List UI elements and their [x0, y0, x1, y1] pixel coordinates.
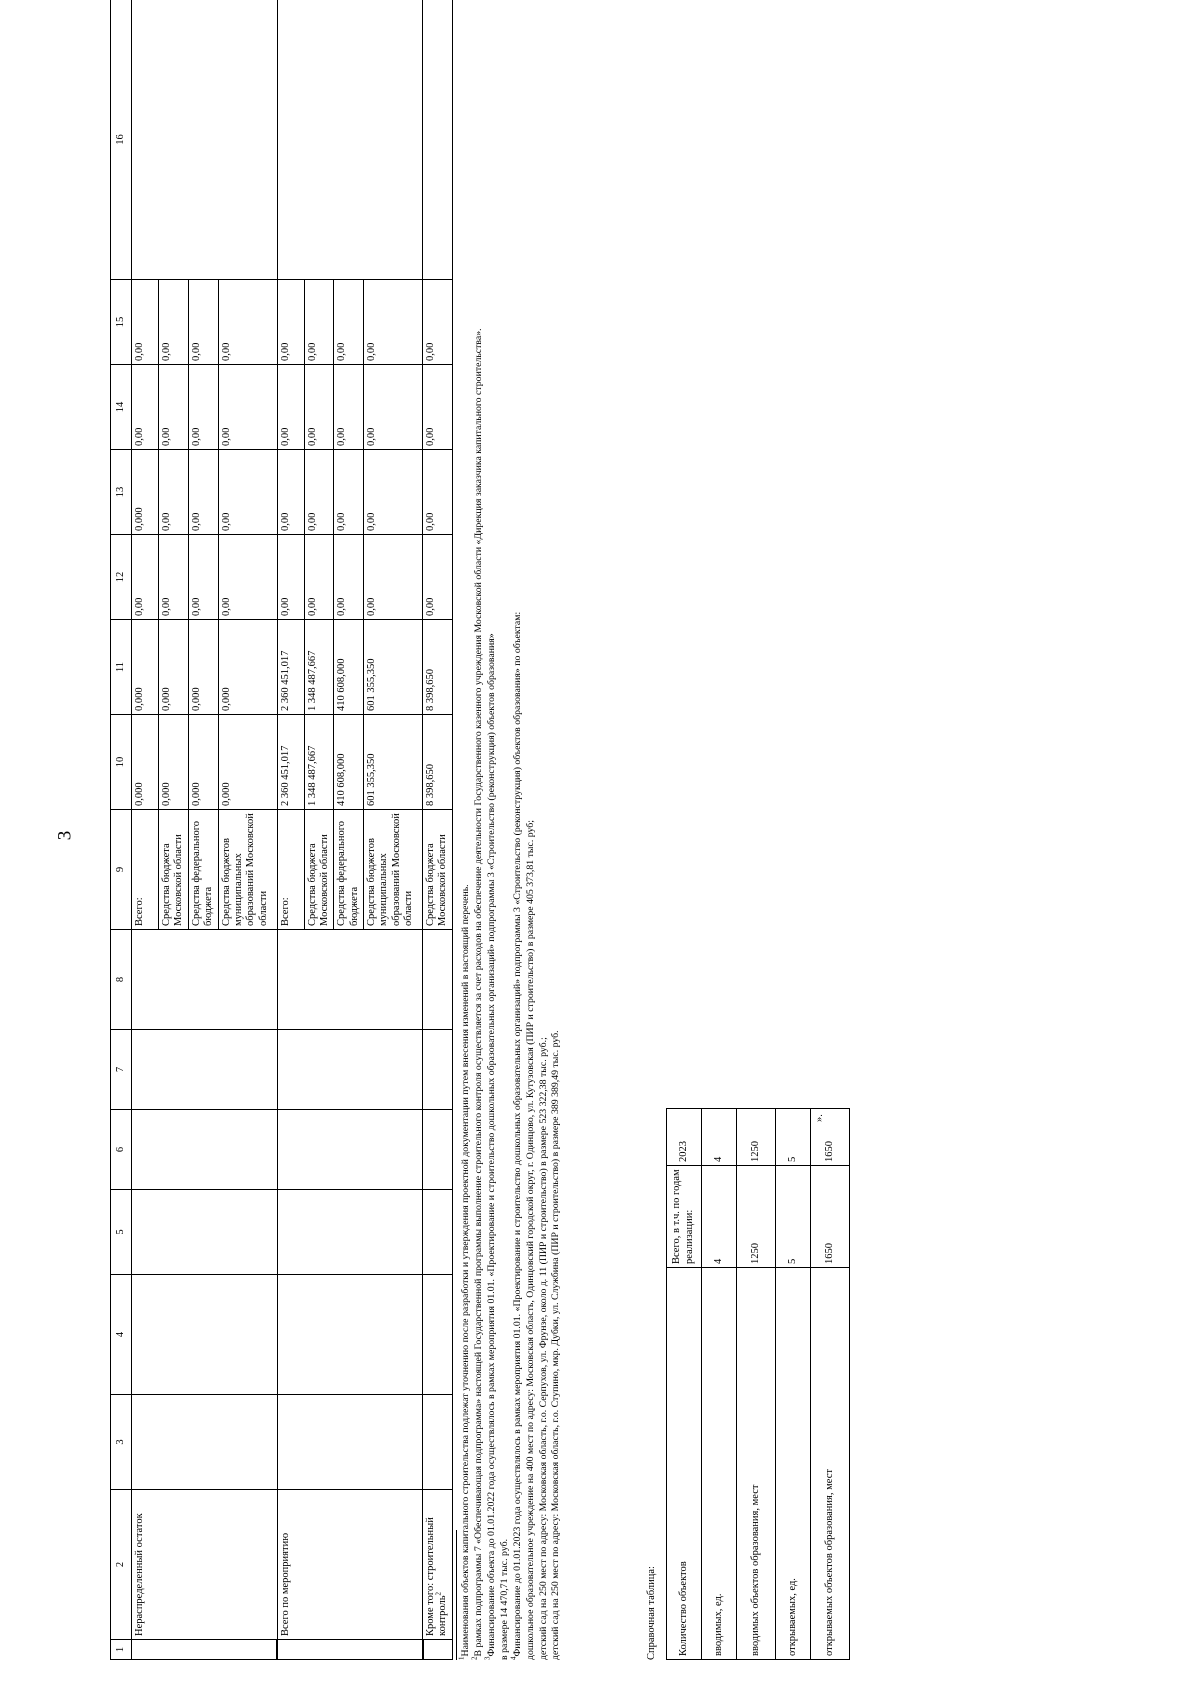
- funding-table: [110, 0, 453, 1660]
- footnote-number: 2: [470, 1656, 479, 1660]
- value-cell: 0,00: [364, 365, 423, 450]
- empty-cell: [277, 0, 423, 280]
- group-name-cell: [423, 1490, 453, 1640]
- value-cell: 410 608,000: [334, 620, 364, 715]
- group-name-cell: [277, 1490, 423, 1640]
- value-cell: 0,00: [159, 365, 189, 450]
- value-cell: 0,00: [364, 535, 423, 620]
- empty-cell: [132, 1190, 278, 1275]
- value-cell: 0,00: [334, 450, 364, 535]
- value-cell: 1 348 487,667: [304, 620, 334, 715]
- reference-cell: 5: [776, 1166, 811, 1268]
- funding-source-cell: Средства бюджета Московской области: [159, 810, 189, 930]
- funding-source-cell: Всего:: [277, 810, 304, 930]
- value-cell: 0,000: [159, 715, 189, 810]
- header-cell: 8: [111, 930, 132, 1030]
- footnote-text: детский сад на 250 мест по адресу: Московская область, г.о. Серпухов, ул. Фрунзе, около д. 11 (ПИР и строительство) в размере 523 322,38 тыс. руб.;: [537, 1037, 549, 1660]
- header-cell: 10: [111, 715, 132, 810]
- reference-header-cell: Всего, в т.ч. по годам реализации:: [667, 1166, 702, 1268]
- reference-cell: открываемых, ед.: [776, 1268, 811, 1660]
- value-cell: 0,00: [334, 280, 364, 365]
- footnote-line: [525, 260, 538, 1660]
- funding-source-cell: Средства федерального бюджета: [188, 810, 218, 930]
- header-row: [111, 0, 132, 1660]
- footnote-text: Финансирование объекта до 01.01.2022 года осуществлялось в рамках мероприятия 01.01. «Проектирование и строительство дошкольных образовательных организаций» подпрограммы 3 «Строительство (реконструкция) объектов образования»: [485, 633, 497, 1657]
- header-cell: 16: [111, 0, 132, 280]
- empty-cell: [132, 1275, 278, 1395]
- funding-source-cell: Средства федерального бюджета: [334, 810, 364, 930]
- funding-source-cell: Средства бюджетов муниципальных образований Московской области: [364, 810, 423, 930]
- empty-cell: [423, 1190, 453, 1275]
- header-cell: 12: [111, 535, 132, 620]
- reference-cell: 4: [702, 1109, 737, 1166]
- empty-cell: [423, 1395, 453, 1490]
- header-cell: 14: [111, 365, 132, 450]
- page-number: 3: [54, 830, 76, 841]
- footnote-line: [509, 260, 525, 1660]
- header-cell: 6: [111, 1110, 132, 1190]
- value-cell: 0,000: [159, 620, 189, 715]
- value-cell: 410 608,000: [334, 715, 364, 810]
- footnote-text: в размере 14 470,71 тыс. руб.: [498, 1538, 510, 1660]
- footnote-line: [499, 260, 512, 1660]
- footnote-number: 1: [457, 1656, 466, 1660]
- footnote-line: [538, 260, 551, 1660]
- value-cell: 0,00: [304, 365, 334, 450]
- value-cell: 0,00: [304, 280, 334, 365]
- header-cell: 5: [111, 1190, 132, 1275]
- reference-cell: 5: [776, 1109, 811, 1166]
- footnote-number: 3: [483, 1656, 492, 1660]
- value-cell: 2 360 451,017: [277, 620, 304, 715]
- value-cell: 0,00: [364, 280, 423, 365]
- group-name: Кроме того: строительный контроль: [425, 1517, 449, 1636]
- row-index-cell: [132, 1640, 278, 1660]
- group-name: Всего по мероприятию: [279, 1532, 291, 1636]
- empty-cell: [132, 930, 278, 1030]
- group-name: Нераспределенный остаток: [134, 1513, 145, 1636]
- value-cell: 0,000: [132, 450, 159, 535]
- footnote-text: В рамках подпрограммы 7 «Обеспечивающая подпрограмма» настоящей Государственной программы выполнение строительного контроля осуществляется за счет расходов на обеспечение деятельности Государственного казенного учреждения Московской области «Дирекция заказчика капитального строительства».: [472, 328, 484, 1657]
- value-cell: 0,00: [218, 365, 277, 450]
- value-cell: 0,00: [218, 535, 277, 620]
- header-cell: 13: [111, 450, 132, 535]
- value-cell: 0,00: [277, 450, 304, 535]
- footnote-separator: [456, 1530, 457, 1660]
- footnote-text: Наименования объектов капитального строительства подлежат уточнению после разработки и утверждения проектной документации путем внесения изменений в настоящий перечень.: [460, 884, 471, 1657]
- footnote-text: детский сад на 250 мест по адресу: Московская область, г.о. Ступино, мкр. Дубки, ул. Службина (ПИР и строительство) в размере 389 389,49 тыс. руб.: [550, 1030, 562, 1660]
- reference-header-row: [667, 1109, 702, 1660]
- empty-cell: [277, 1275, 423, 1395]
- empty-cell: [423, 1275, 453, 1395]
- landscape-sheet: [110, 100, 1110, 1660]
- value-cell: 0,00: [132, 535, 159, 620]
- group-name-cell: [132, 1490, 278, 1640]
- header-cell: 4: [111, 1275, 132, 1395]
- value-cell: 0,000: [218, 620, 277, 715]
- reference-cell: вводимых объектов образования, мест: [737, 1268, 776, 1660]
- empty-cell: [277, 930, 423, 1030]
- reference-cell: открываемых объектов образования, мест: [811, 1268, 850, 1660]
- empty-cell: [132, 0, 278, 280]
- header-cell: 9: [111, 810, 132, 930]
- reference-cell: 1650: [811, 1109, 850, 1166]
- funding-source-cell: Средства бюджета Московской области: [423, 810, 453, 930]
- value-cell: 0,00: [334, 535, 364, 620]
- footnote-line: [457, 260, 473, 1660]
- footnote-line: [470, 260, 486, 1660]
- footnote-number: 4: [509, 1656, 518, 1660]
- reference-header-cell: Количество объектов: [667, 1268, 702, 1660]
- value-cell: 0,00: [159, 280, 189, 365]
- value-cell: 0,00: [132, 280, 159, 365]
- empty-cell: [277, 1110, 423, 1190]
- value-cell: 0,00: [188, 365, 218, 450]
- empty-cell: [277, 1395, 423, 1490]
- value-cell: 601 355,350: [364, 715, 423, 810]
- row-index-cell: [423, 1640, 453, 1660]
- reference-table-title: Справочная таблица:: [646, 1566, 657, 1660]
- table-row: [277, 0, 304, 1660]
- empty-cell: [423, 1110, 453, 1190]
- footnote-line: [483, 260, 499, 1660]
- value-cell: 0,00: [423, 280, 453, 365]
- reference-cell: вводимых, ед.: [702, 1268, 737, 1660]
- value-cell: 0,000: [132, 620, 159, 715]
- empty-cell: [423, 930, 453, 1030]
- funding-source-cell: Всего:: [132, 810, 159, 930]
- table-row: [423, 0, 453, 1660]
- header-cell: 7: [111, 1030, 132, 1110]
- empty-cell: [132, 1395, 278, 1490]
- empty-cell: [423, 0, 453, 280]
- empty-cell: [423, 1030, 453, 1110]
- reference-cell: 1250: [737, 1109, 776, 1166]
- reference-cell: 1650: [811, 1166, 850, 1268]
- value-cell: 601 355,350: [364, 620, 423, 715]
- value-cell: 0,000: [132, 715, 159, 810]
- reference-header-cell: 2023: [667, 1109, 702, 1166]
- reference-row: [737, 1109, 776, 1660]
- value-cell: 0,00: [159, 450, 189, 535]
- table-row: [132, 0, 159, 1660]
- value-cell: 0,00: [218, 280, 277, 365]
- header-cell: 15: [111, 280, 132, 365]
- value-cell: 0,00: [277, 365, 304, 450]
- value-cell: 0,00: [304, 450, 334, 535]
- header-cell: 1: [111, 1640, 132, 1660]
- value-cell: 0,000: [188, 715, 218, 810]
- value-cell: 0,00: [304, 535, 334, 620]
- empty-cell: [132, 1030, 278, 1110]
- reference-row: [702, 1109, 737, 1660]
- closing-quote-mark: ».: [814, 1114, 825, 1122]
- header-cell: 11: [111, 620, 132, 715]
- value-cell: 0,000: [188, 620, 218, 715]
- footnote-ref: 2: [434, 1591, 443, 1596]
- value-cell: 0,00: [364, 450, 423, 535]
- value-cell: 2 360 451,017: [277, 715, 304, 810]
- empty-cell: [277, 1030, 423, 1110]
- value-cell: 1 348 487,667: [304, 715, 334, 810]
- reference-row: [811, 1109, 850, 1660]
- value-cell: 0,00: [423, 535, 453, 620]
- value-cell: 0,000: [218, 715, 277, 810]
- footnote-text: Финансирование до 01.01.2023 года осуществлялось в рамках мероприятия 01.01. «Проектирование и строительство дошкольных образовательных организаций» подпрограммы 3 «Строительство (реконструкция) объектов образования» по объектам:: [511, 611, 523, 1657]
- value-cell: 0,00: [188, 280, 218, 365]
- footnote-text: дошкольное образовательное учреждение на 400 мест по адресу: Московская область, Одинцовский городской округ, г. Одинцово, ул. Кутузовская (ПИР и строительство) в размере 405 373,81 тыс. руб;: [524, 820, 536, 1660]
- footnote-line: [550, 260, 563, 1660]
- value-cell: 8 398,650: [423, 620, 453, 715]
- reference-row: [776, 1109, 811, 1660]
- value-cell: 0,00: [159, 535, 189, 620]
- value-cell: 0,00: [188, 450, 218, 535]
- row-index-cell: [277, 1640, 423, 1660]
- value-cell: 0,00: [132, 365, 159, 450]
- value-cell: 0,00: [423, 450, 453, 535]
- reference-cell: 4: [702, 1166, 737, 1268]
- empty-cell: [277, 1190, 423, 1275]
- value-cell: 0,00: [277, 535, 304, 620]
- funding-source-cell: Средства бюджета Московской области: [304, 810, 334, 930]
- value-cell: 0,00: [334, 365, 364, 450]
- value-cell: 0,00: [188, 535, 218, 620]
- value-cell: 0,00: [423, 365, 453, 450]
- value-cell: 8 398,650: [423, 715, 453, 810]
- reference-table: [666, 1108, 850, 1660]
- reference-cell: 1250: [737, 1166, 776, 1268]
- value-cell: 0,00: [218, 450, 277, 535]
- header-cell: 2: [111, 1490, 132, 1640]
- header-cell: 3: [111, 1395, 132, 1490]
- empty-cell: [132, 1110, 278, 1190]
- funding-source-cell: Средства бюджетов муниципальных образований Московской области: [218, 810, 277, 930]
- footnotes: [457, 260, 563, 1660]
- value-cell: 0,00: [277, 280, 304, 365]
